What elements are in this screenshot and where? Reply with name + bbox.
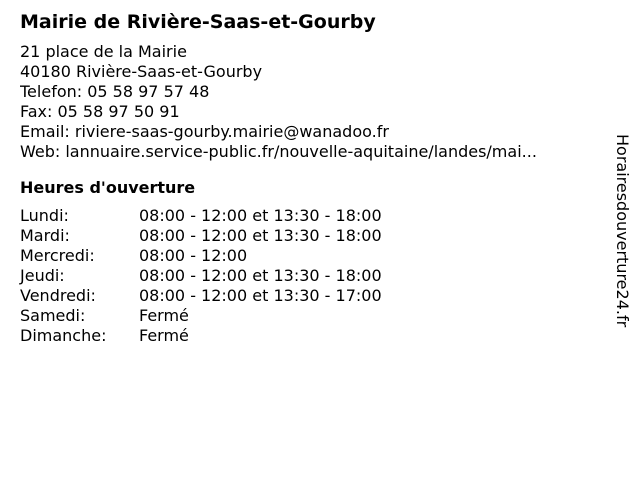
hours-row-tuesday (20, 226, 610, 246)
hours-row-monday (20, 206, 610, 226)
day-label: Vendredi: (20, 286, 96, 305)
day-hours: 08:00 - 12:00 et 13:30 - 18:00 (139, 266, 382, 285)
day-label: Lundi: (20, 206, 69, 225)
opening-hours-table (20, 206, 610, 346)
day-hours: 08:00 - 12:00 et 13:30 - 17:00 (139, 286, 382, 305)
address-line-2: 40180 Rivière-Saas-et-Gourby (20, 62, 263, 81)
day-label: Mardi: (20, 226, 70, 245)
site-brand-vertical: Horairesdouverture24.fr (613, 134, 632, 328)
hours-row-thursday (20, 266, 610, 286)
hours-row-saturday (20, 306, 610, 326)
business-card (20, 10, 610, 346)
web-line: Web: lannuaire.service-public.fr/nouvelle-aquitaine/landes/mai... (20, 142, 537, 161)
day-label: Samedi: (20, 306, 86, 325)
contact-block (20, 42, 610, 162)
day-hours: 08:00 - 12:00 et 13:30 - 18:00 (139, 206, 382, 225)
hours-row-sunday (20, 326, 610, 346)
day-hours: Fermé (139, 306, 189, 325)
day-label: Mercredi: (20, 246, 95, 265)
phone-line: Telefon: 05 58 97 57 48 (20, 82, 210, 101)
fax-line: Fax: 05 58 97 50 91 (20, 102, 180, 121)
address-line-1: 21 place de la Mairie (20, 42, 187, 61)
day-label: Dimanche: (20, 326, 107, 345)
hours-row-wednesday (20, 246, 610, 266)
email-line: Email: riviere-saas-gourby.mairie@wanadoo.fr (20, 122, 389, 141)
opening-hours-heading: Heures d'ouverture (20, 178, 196, 197)
day-label: Jeudi: (20, 266, 65, 285)
day-hours: Fermé (139, 326, 189, 345)
day-hours: 08:00 - 12:00 et 13:30 - 18:00 (139, 226, 382, 245)
hours-row-friday (20, 286, 610, 306)
day-hours: 08:00 - 12:00 (139, 246, 248, 265)
page-title: Mairie de Rivière-Saas-et-Gourby (20, 11, 376, 33)
